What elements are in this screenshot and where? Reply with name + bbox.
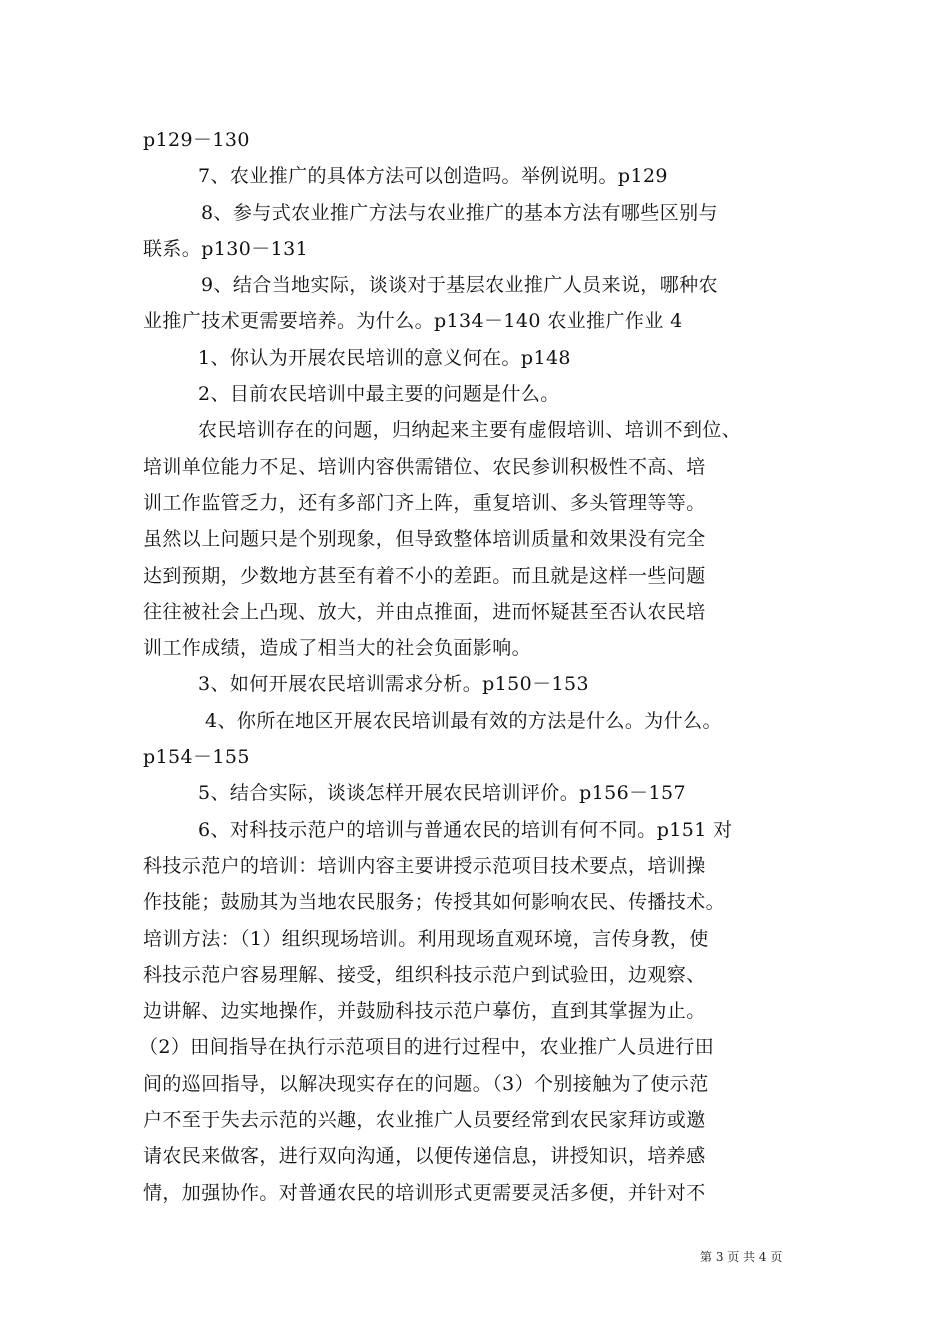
question-4: 4、你所在地区开展农民培训最有效的方法是什么。为什么。 [205,709,722,732]
question-7: 7、农业推广的具体方法可以创造吗。举例说明。p129 [198,165,668,188]
text-line: 培训方法：（1）组织现场培训。利用现场直观环境，言传身教，使 [143,927,709,950]
text-line: p154－155 [143,746,250,769]
text-line: 虽然以上问题只是个别现象，但导致整体培训质量和效果没有完全 [143,528,706,551]
text-line: 业推广技术更需要培养。为什么。p134－140 农业推广作业 4 [143,310,683,333]
question-5: 5、结合实际，谈谈怎样开展农民培训评价。p156－157 [198,782,686,805]
answer-paragraph-start: 农民培训存在的问题，归纳起来主要有虚假培训、培训不到位、 [198,419,742,442]
text-line: 往往被社会上凸现、放大，并由点推面，进而怀疑甚至否认农民培 [143,600,706,623]
text-line: 科技示范户容易理解、接受，组织科技示范户到试验田，边观察、 [143,963,706,986]
text-line: 情，加强协作。对普通农民的培训形式更需要灵活多便，并针对不 [143,1181,706,1204]
question-3: 3、如何开展农民培训需求分析。p150－153 [198,673,589,696]
text-line: 培训单位能力不足、培训内容供需错位、农民参训积极性不高、培 [143,455,706,478]
text-line: 请农民来做客，进行双向沟通，以便传递信息，讲授知识，培养感 [143,1145,706,1168]
text-line: p129－130 [143,129,250,151]
question-6: 6、对科技示范户的培训与普通农民的培训有何不同。p151 对 [198,818,733,841]
text-line: 边讲解、边实地操作，并鼓励科技示范户摹仿，直到其掌握为止。 [143,1000,706,1023]
text-line: 达到预期，少数地方甚至有着不小的差距。而且就是这样一些问题 [143,564,706,587]
text-line: 作技能；鼓励其为当地农民服务；传授其如何影响农民、传播技术。 [143,891,726,914]
text-line: （2）田间指导在执行示范项目的进行过程中，农业推广人员进行田 [139,1036,715,1059]
page-number-footer: 第 3 页 共 4 页 [700,1250,783,1264]
text-line: 训工作监管乏力，还有多部门齐上阵，重复培训、多头管理等等。 [143,491,706,514]
question-9: 9、结合当地实际，谈谈对于基层农业推广人员来说，哪种农 [201,274,718,297]
text-line: 科技示范户的培训：培训内容主要讲授示范项目技术要点，培训操 [143,854,706,877]
question-1: 1、你认为开展农民培训的意义何在。p148 [198,346,571,369]
question-8: 8、参与式农业推广方法与农业推广的基本方法有哪些区别与 [201,201,718,224]
text-line: 户不至于失去示范的兴趣，农业推广人员要经常到农民家拜访或邀 [143,1109,706,1132]
text-line: 间的巡回指导，以解决现实存在的问题。（3）个别接触为了使示范 [143,1072,709,1095]
text-line: 联系。p130－131 [143,237,309,260]
text-line: 训工作成绩，造成了相当大的社会负面影响。 [143,637,532,660]
document-body [139,122,823,1211]
question-2: 2、目前农民培训中最主要的问题是什么。 [198,383,560,406]
